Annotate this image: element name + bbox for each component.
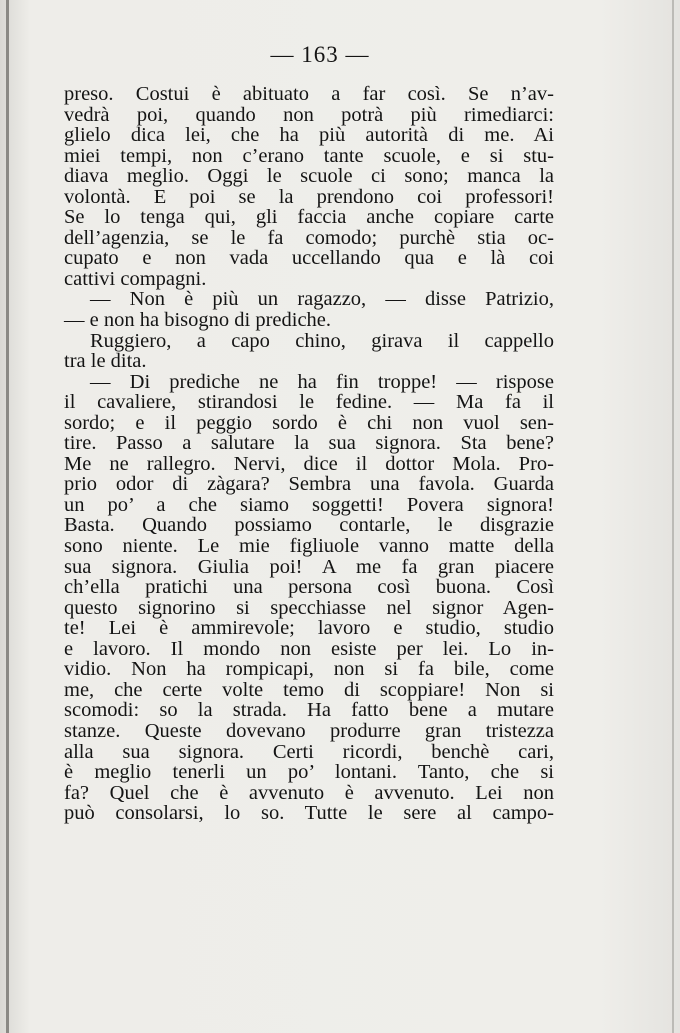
text-line: fa? Quel che è avvenuto è avvenuto. Lei non (64, 781, 554, 804)
text-line: un po’ a che siamo soggetti! Povera signora! (64, 493, 554, 516)
text-line: Me ne rallegro. Nervi, dice il dottor Mola. Pro- (64, 452, 554, 475)
text-line: te! Lei è ammirevole; lavoro e studio, studio (64, 617, 554, 640)
text-line: tire. Passo a salutare la sua signora. Sta bene? (64, 432, 554, 455)
text-line: dell’agenzia, se le fa comodo; purchè stia oc- (64, 226, 554, 249)
text-line: preso. Costui è abituato a far così. Se n’av- (64, 83, 554, 105)
text-line: — e non ha bisogno di prediche. (64, 309, 332, 332)
text-line: prio odor di zàgara? Sembra una favola. Guarda (64, 473, 554, 496)
text-line: questo signorino si specchiasse nel signor Agen- (64, 596, 554, 619)
text-line: tra le dita. (64, 350, 147, 373)
body-text (64, 84, 554, 824)
text-line: sono niente. Le mie figliuole vanno matte della (64, 535, 554, 558)
text-line: e lavoro. Il mondo non esiste per lei. Lo in- (64, 637, 554, 660)
text-line: volontà. E poi se la prendono coi professori! (64, 185, 554, 208)
text-line: vidio. Non ha rompicapi, non si fa bile, come (64, 658, 554, 681)
text-line: me, che certe volte temo di scoppiare! Non si (64, 678, 554, 701)
page-number: — 163 — (270, 42, 370, 67)
text-line: cattivi compagni. (64, 267, 207, 290)
text-line: — Di prediche ne ha fin troppe! — rispose (90, 370, 554, 393)
page-left-edge (6, 0, 9, 1033)
text-line: miei tempi, non c’erano tante scuole, e si stu- (64, 144, 554, 167)
page-right-edge (672, 0, 674, 1033)
text-line: può consolarsi, lo so. Tutte le sere al campo- (64, 802, 554, 825)
text-line: stanze. Queste dovevano produrre gran tristezza (64, 719, 554, 742)
text-line: cupato e non vada uccellando qua e là coi (64, 247, 554, 270)
text-line: — Non è più un ragazzo, — disse Patrizio, (90, 288, 554, 311)
text-line: sua signora. Giulia poi! A me fa gran piacere (64, 555, 554, 578)
text-line: è meglio tenerli un po’ lontani. Tanto, che si (64, 761, 554, 784)
text-line: sordo; e il peggio sordo è chi non vuol sen- (64, 411, 554, 434)
text-line: diava meglio. Oggi le scuole ci sono; manca la (64, 165, 554, 188)
text-line: il cavaliere, stirandosi le fedine. — Ma fa il (64, 391, 554, 414)
text-line: glielo dica lei, che ha più autorità di me. Ai (64, 124, 554, 147)
text-line: scomodi: so la strada. Ha fatto bene a mutare (64, 699, 554, 722)
text-line: alla sua signora. Certi ricordi, benchè cari, (64, 740, 554, 763)
text-line: ch’ella pratichi una persona così buona. Così (64, 576, 554, 599)
text-line: Ruggiero, a capo chino, girava il cappello (90, 329, 554, 352)
text-line: Basta. Quando possiamo contarle, le disgrazie (64, 514, 554, 537)
text-line: vedrà poi, quando non potrà più rimediarci: (64, 103, 554, 126)
text-line: Se lo tenga qui, gli faccia anche copiare carte (64, 206, 554, 229)
